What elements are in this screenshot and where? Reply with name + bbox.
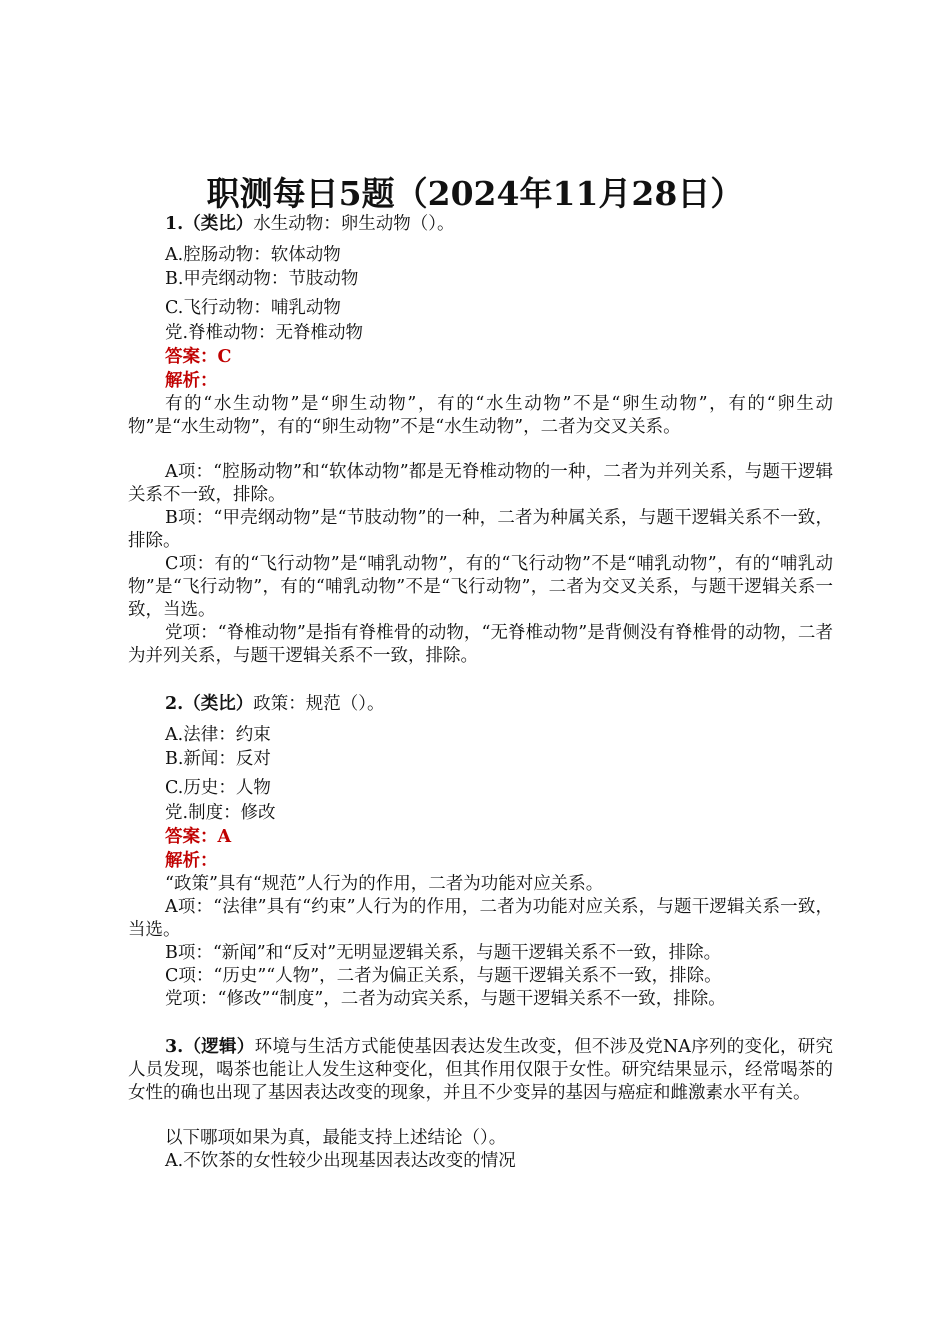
q2-analysis-label: 解析：: [165, 851, 218, 871]
q1-analysis-c: C项：有的“飞行动物”是“哺乳动物”，有的“飞行动物”不是“哺乳动物”，有的“哺乳动物”是“飞行动物”，有的“哺乳动物”不是“飞行动物”，二者为交叉关系，与题干逻辑关系一致，当选。: [128, 554, 833, 620]
q1-analysis-a: A项：“腔肠动物”和“软体动物”都是无脊椎动物的一种，二者为并列关系，与题干逻辑关系不一致，排除。: [128, 462, 833, 505]
q1-answer: 答案：C: [165, 347, 232, 367]
q2-option-b: B.新闻：反对: [165, 749, 271, 769]
q2-analysis-a: A项：“法律”具有“约束”人行为的作用，二者为功能对应关系，与题干逻辑关系一致，当选。: [128, 897, 833, 940]
q1-option-b: B.甲壳纲动物：节肢动物: [165, 269, 359, 289]
question-3-stem: [128, 1036, 833, 1105]
page-title: 职测每日5题（2024年11月28日）: [206, 174, 744, 213]
question-3-label: 3.（逻辑）: [165, 1037, 255, 1057]
q1-analysis-intro: 有的“水生动物”是“卵生动物”，有的“水生动物”不是“卵生动物”，有的“卵生动物”是“水生动物”，有的“卵生动物”不是“水生动物”，二者为交叉关系。: [128, 394, 833, 437]
q2-answer: 答案：A: [165, 827, 232, 847]
q2-analysis-b: B项：“新闻”和“反对”无明显逻辑关系，与题干逻辑关系不一致，排除。: [165, 943, 722, 963]
q2-analysis-d: 党项：“修改”“制度”，二者为动宾关系，与题干逻辑关系不一致，排除。: [165, 989, 726, 1009]
q2-analysis-intro: “政策”具有“规范”人行为的作用，二者为功能对应关系。: [165, 874, 604, 894]
q1-option-a: A.腔肠动物：软体动物: [165, 245, 341, 265]
q3-option-a: A.不饮茶的女性较少出现基因表达改变的情况: [165, 1151, 516, 1171]
q1-analysis-b: B项：“甲壳纲动物”是“节肢动物”的一种，二者为种属关系，与题干逻辑关系不一致，排除。: [128, 508, 833, 551]
question-2-label: 2.（类比）: [165, 694, 254, 714]
question-1-text: 水生动物：卵生动物（）。: [253, 214, 455, 234]
q2-analysis-c: C项：“历史”“人物”，二者为偏正关系，与题干逻辑关系不一致，排除。: [165, 966, 722, 986]
question-2-text: 政策：规范（）。: [253, 694, 385, 714]
question-2-stem: [165, 693, 833, 716]
q1-option-c: C.飞行动物：哺乳动物: [165, 298, 341, 318]
q2-option-d: 党.制度：修改: [165, 803, 276, 823]
q2-option-a: A.法律：约束: [165, 725, 271, 745]
q1-option-d: 党.脊椎动物：无脊椎动物: [165, 323, 364, 343]
q1-analysis-d: 党项：“脊椎动物”是指有脊椎骨的动物，“无脊椎动物”是背侧没有脊椎骨的动物，二者为并列关系，与题干逻辑关系不一致，排除。: [128, 623, 833, 666]
q1-analysis-label: 解析：: [165, 371, 218, 391]
question-3-prompt: 以下哪项如果为真，最能支持上述结论（）。: [165, 1128, 507, 1148]
question-1-stem: [165, 213, 833, 236]
question-3-text: 环境与生活方式能使基因表达发生改变，但不涉及党NA序列的变化，研究人员发现，喝茶也能让人发生这种变化，但其作用仅限于女性。研究结果显示，经常喝茶的女性的确也出现了基因表达改变的现象，并且不少变异的基因与癌症和雌激素水平有关。: [128, 1037, 833, 1103]
question-1-label: 1.（类比）: [165, 214, 254, 234]
q2-option-c: C.历史：人物: [165, 778, 271, 798]
